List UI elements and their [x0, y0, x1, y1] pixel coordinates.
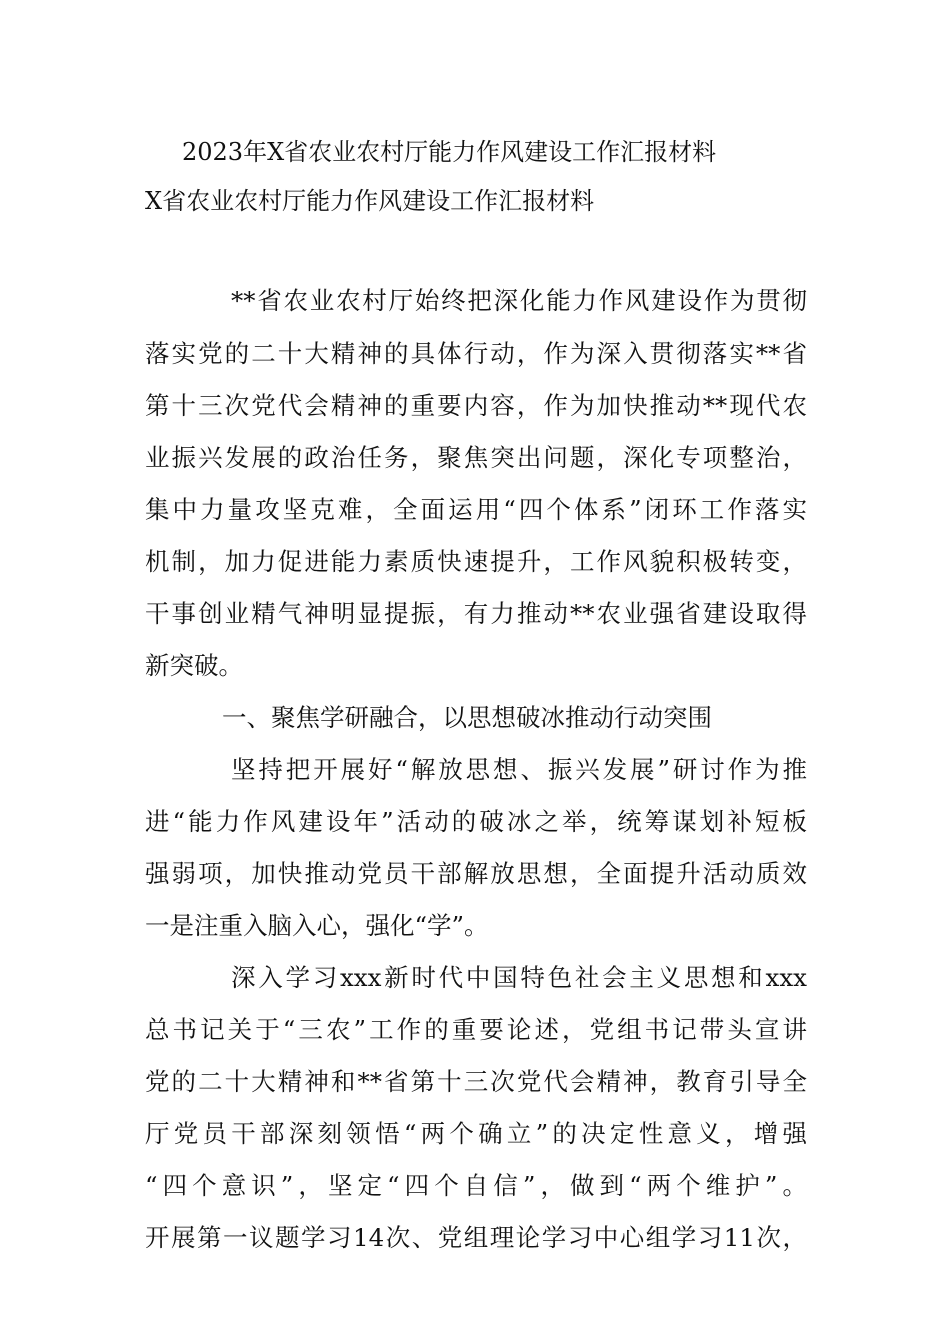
paragraph-line: 强弱项，加快推动党员干部解放思想，全面提升活动质效 — [145, 859, 807, 888]
document-title: 2023年X省农业农村厅能力作风建设工作汇报材料 — [182, 138, 717, 166]
document-subtitle: X省农业农村厅能力作风建设工作汇报材料 — [145, 187, 595, 215]
paragraph-line: 开展第一议题学习14次、党组理论学习中心组学习11次， — [145, 1223, 807, 1252]
paragraph-line: 坚持把开展好“解放思想、振兴发展”研讨作为推 — [231, 755, 807, 784]
paragraph-line: 总书记关于“三农”工作的重要论述，党组书记带头宣讲 — [145, 1015, 807, 1044]
paragraph-line: **省农业农村厅始终把深化能力作风建设作为贯彻 — [231, 286, 807, 315]
paragraph-line: 一是注重入脑入心，强化“学”。 — [145, 911, 489, 940]
paragraph-line: 集中力量攻坚克难，全面运用“四个体系”闭环工作落实 — [145, 495, 807, 524]
paragraph-line: 落实党的二十大精神的具体行动，作为深入贯彻落实**省 — [145, 339, 807, 368]
paragraph-line: 机制，加力促进能力素质快速提升，工作风貌积极转变， — [145, 547, 807, 576]
section-heading: 一、聚焦学研融合，以思想破冰推动行动突围 — [222, 703, 712, 732]
paragraph-line: “四个意识”，坚定“四个自信”，做到“两个维护”。 — [145, 1171, 807, 1200]
paragraph-line: 新突破。 — [145, 651, 243, 680]
paragraph-line: 进“能力作风建设年”活动的破冰之举，统筹谋划补短板 — [145, 807, 807, 836]
paragraph-line: 第十三次党代会精神的重要内容，作为加快推动**现代农 — [145, 391, 807, 420]
paragraph-line: 干事创业精气神明显提振，有力推动**农业强省建设取得 — [145, 599, 807, 628]
paragraph-line: 厅党员干部深刻领悟“两个确立”的决定性意义，增强 — [145, 1119, 807, 1148]
paragraph-line: 深入学习xxx新时代中国特色社会主义思想和xxx — [231, 963, 807, 992]
paragraph-line: 业振兴发展的政治任务，聚焦突出问题，深化专项整治， — [145, 443, 807, 472]
paragraph-line: 党的二十大精神和**省第十三次党代会精神，教育引导全 — [145, 1067, 807, 1096]
